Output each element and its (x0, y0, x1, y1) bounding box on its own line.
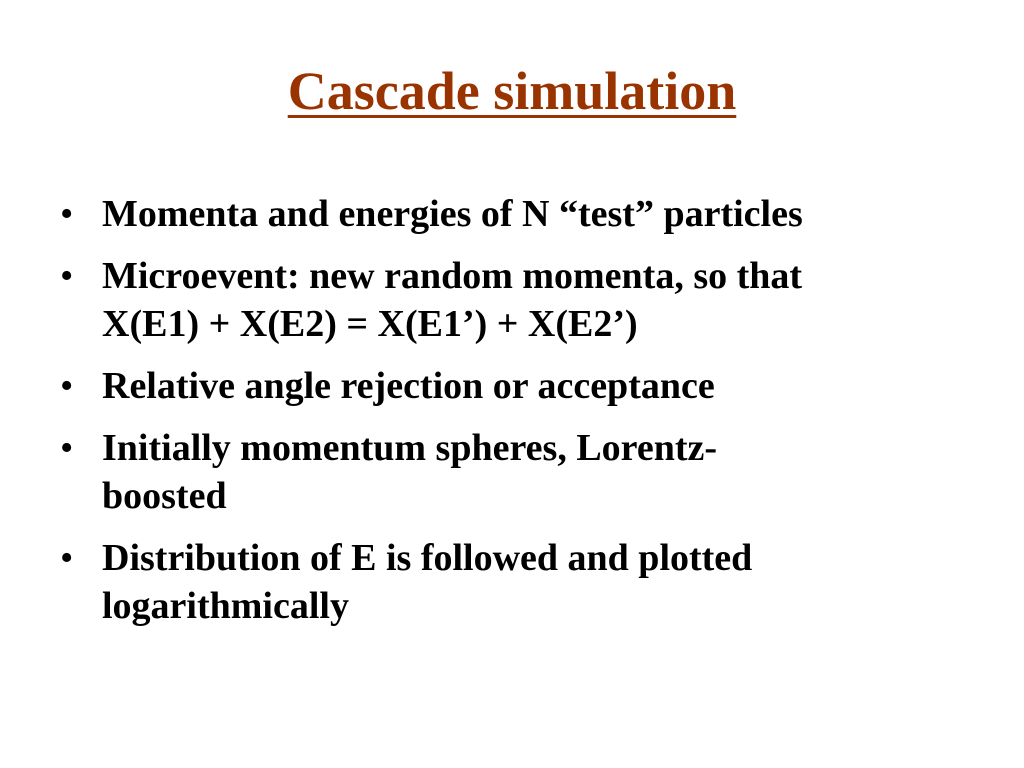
bullet-text (102, 362, 956, 410)
bullet-line: Relative angle rejection or acceptance (102, 365, 715, 407)
bullet-line: Momenta and energies of N “test” particles (102, 193, 803, 235)
bullet-dot-icon: • (60, 193, 74, 235)
bullet-text (102, 252, 956, 348)
bullet-text (102, 534, 956, 630)
bullet-line: logarithmically (102, 585, 349, 627)
bullet-dot-icon: • (60, 255, 74, 297)
bullet-dot-icon: • (60, 537, 74, 579)
bullet-dot-icon: • (60, 365, 74, 407)
slide-title: Cascade simulation (287, 61, 737, 121)
bullet-item (56, 252, 956, 348)
bullet-item (56, 424, 956, 520)
bullet-line: X(E1) + X(E2) = X(E1’) + X(E2’) (102, 303, 638, 345)
bullet-dot-icon: • (60, 427, 74, 469)
bullet-line: boosted (102, 475, 227, 517)
bullet-text (102, 190, 956, 238)
bullet-item (56, 534, 956, 630)
bullet-line: Initially momentum spheres, Lorentz- (102, 427, 718, 469)
bullet-line: Distribution of E is followed and plotted (102, 537, 753, 579)
bullet-list (56, 190, 956, 644)
bullet-item (56, 362, 956, 410)
bullet-line: Microevent: new random momenta, so that (102, 255, 803, 297)
bullet-text (102, 424, 956, 520)
bullet-item (56, 190, 956, 238)
